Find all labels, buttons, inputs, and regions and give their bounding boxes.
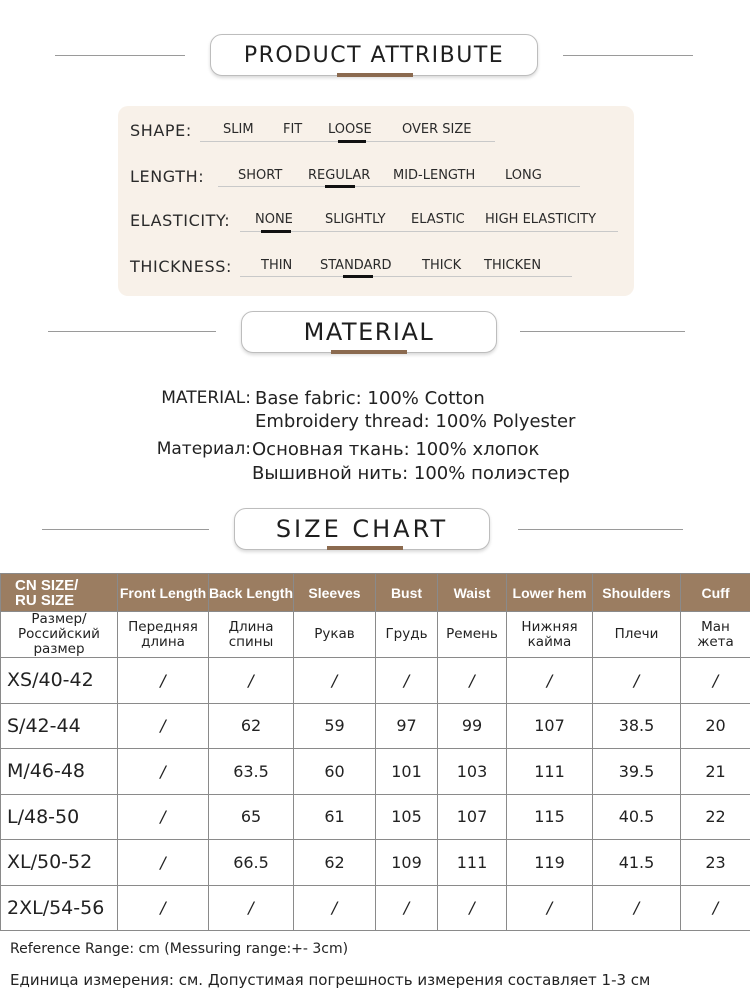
- table-row: [1, 885, 750, 931]
- divider-right: [518, 529, 683, 530]
- measurement-cell: /: [294, 885, 376, 931]
- measurement-cell: /: [118, 840, 209, 886]
- header-cell: Front Length: [118, 574, 209, 612]
- measurement-cell: 62: [294, 840, 376, 886]
- section-title-size-chart: [234, 508, 490, 550]
- attr-label-elasticity: ELASTICITY:: [130, 211, 231, 230]
- divider-left: [48, 331, 216, 332]
- measurement-cell: 62: [209, 703, 294, 749]
- size-label-cell: L/48-50: [1, 794, 118, 840]
- attr-label-length: LENGTH:: [130, 167, 205, 186]
- measurement-cell: 63.5: [209, 749, 294, 795]
- selected-indicator-thickness: [343, 275, 373, 278]
- measurement-cell: /: [507, 658, 593, 704]
- section-title-text: SIZE CHART: [275, 515, 449, 543]
- material-en-line2: Embroidery thread: 100% Polyester: [255, 411, 576, 432]
- material-en-line1: Base fabric: 100% Cotton: [255, 388, 485, 409]
- measurement-cell: 61: [294, 794, 376, 840]
- measurement-cell: 103: [438, 749, 507, 795]
- measurement-cell: 105: [376, 794, 438, 840]
- option-none: NONE: [255, 212, 293, 227]
- measurement-cell: /: [438, 658, 507, 704]
- attr-underline: [240, 276, 572, 277]
- option-slightly: SLIGHTLY: [325, 212, 386, 227]
- option-standard: STANDARD: [320, 258, 392, 273]
- selected-indicator-length: [325, 185, 355, 188]
- measurement-cell: 115: [507, 794, 593, 840]
- measurement-cell: /: [593, 885, 681, 931]
- header-cell: Back Length: [209, 574, 294, 612]
- measurement-cell: /: [376, 658, 438, 704]
- measurement-cell: 38.5: [593, 703, 681, 749]
- table-row: [1, 658, 750, 704]
- measurement-cell: /: [118, 794, 209, 840]
- option-fit: FIT: [283, 122, 303, 137]
- size-label-cell: S/42-44: [1, 703, 118, 749]
- measurement-cell: 39.5: [593, 749, 681, 795]
- header-cell: Waist: [438, 574, 507, 612]
- option-high-elasticity: HIGH ELASTICITY: [485, 212, 597, 227]
- size-label-cell: 2XL/54-56: [1, 885, 118, 931]
- title-accent-bar: [327, 546, 403, 550]
- option-loose: LOOSE: [328, 122, 372, 137]
- subheader-cell: Передняя длина: [118, 612, 209, 658]
- measurement-cell: 22: [681, 794, 750, 840]
- measurement-cell: 111: [438, 840, 507, 886]
- subheader-cell: Нижняя кайма: [507, 612, 593, 658]
- header-cell: Lower hem: [507, 574, 593, 612]
- measurement-cell: 107: [438, 794, 507, 840]
- size-label-cell: XL/50-52: [1, 840, 118, 886]
- section-title-product-attribute: [210, 34, 538, 76]
- measurement-cell: /: [209, 658, 294, 704]
- option-over-size: OVER SIZE: [402, 122, 472, 137]
- measurement-cell: /: [118, 885, 209, 931]
- subheader-cell: Длина спины: [209, 612, 294, 658]
- option-thicken: THICKEN: [484, 258, 542, 273]
- subheader-cell: Рукав: [294, 612, 376, 658]
- table-row: [1, 840, 750, 886]
- divider-left: [55, 55, 185, 56]
- table-row: [1, 794, 750, 840]
- measurement-cell: 107: [507, 703, 593, 749]
- subheader-cell: Грудь: [376, 612, 438, 658]
- option-mid-length: MID-LENGTH: [393, 168, 476, 183]
- divider-left: [42, 529, 209, 530]
- measurement-cell: /: [593, 658, 681, 704]
- size-chart-table: [0, 573, 750, 931]
- measurement-note-ru: Единица измерения: см. Допустимая погрешность измерения составляет 1-3 см: [10, 971, 651, 989]
- option-regular: REGULAR: [308, 168, 371, 183]
- section-title-material: [241, 311, 497, 353]
- size-label-cell: M/46-48: [1, 749, 118, 795]
- measurement-cell: 40.5: [593, 794, 681, 840]
- selected-indicator-elasticity: [261, 230, 291, 233]
- section-title-text: PRODUCT ATTRIBUTE: [243, 42, 505, 68]
- measurement-cell: /: [438, 885, 507, 931]
- table-row: [1, 749, 750, 795]
- attr-underline: [240, 231, 618, 232]
- measurement-cell: 41.5: [593, 840, 681, 886]
- measurement-cell: 111: [507, 749, 593, 795]
- option-thin: THIN: [261, 258, 293, 273]
- table-subheader-row: [1, 612, 750, 658]
- measurement-cell: 99: [438, 703, 507, 749]
- option-elastic: ELASTIC: [411, 212, 465, 227]
- measurement-cell: 20: [681, 703, 750, 749]
- subheader-cell: Размер/ Российский размер: [1, 612, 118, 658]
- measurement-cell: 66.5: [209, 840, 294, 886]
- table-row: [1, 703, 750, 749]
- header-cell: CN SIZE/ RU SIZE: [1, 574, 118, 612]
- material-ru-label: Материал:: [156, 439, 251, 459]
- measurement-cell: 119: [507, 840, 593, 886]
- attr-underline: [218, 186, 580, 187]
- divider-right: [520, 331, 685, 332]
- material-ru-line2: Вышивной нить: 100% полиэстер: [252, 463, 570, 484]
- attr-label-shape: SHAPE:: [130, 121, 192, 140]
- measurement-cell: 60: [294, 749, 376, 795]
- size-label-cell: XS/40-42: [1, 658, 118, 704]
- measurement-cell: /: [118, 703, 209, 749]
- table-header-row: [1, 574, 750, 612]
- measurement-cell: 21: [681, 749, 750, 795]
- measurement-cell: 23: [681, 840, 750, 886]
- title-accent-bar: [337, 73, 413, 77]
- measurement-cell: 59: [294, 703, 376, 749]
- option-long: LONG: [505, 168, 542, 183]
- measurement-cell: /: [376, 885, 438, 931]
- measurement-cell: 101: [376, 749, 438, 795]
- option-short: SHORT: [238, 168, 283, 183]
- measurement-cell: /: [209, 885, 294, 931]
- measurement-cell: 65: [209, 794, 294, 840]
- title-accent-bar: [331, 350, 407, 354]
- measurement-cell: 97: [376, 703, 438, 749]
- reference-range-note: Reference Range: cm (Messuring range:+- 3cm): [10, 941, 349, 957]
- material-en-label: MATERIAL:: [161, 388, 251, 408]
- measurement-cell: /: [118, 658, 209, 704]
- measurement-cell: /: [294, 658, 376, 704]
- measurement-cell: /: [681, 658, 750, 704]
- header-cell: Shoulders: [593, 574, 681, 612]
- measurement-cell: 109: [376, 840, 438, 886]
- selected-indicator-shape: [338, 140, 366, 143]
- option-thick: THICK: [422, 258, 462, 273]
- measurement-cell: /: [118, 749, 209, 795]
- header-cell: Sleeves: [294, 574, 376, 612]
- subheader-cell: Ман жета: [681, 612, 750, 658]
- divider-right: [563, 55, 693, 56]
- header-cell: Cuff: [681, 574, 750, 612]
- measurement-cell: /: [507, 885, 593, 931]
- subheader-cell: Ремень: [438, 612, 507, 658]
- section-title-text: MATERIAL: [303, 318, 435, 346]
- material-ru-line1: Основная ткань: 100% хлопок: [252, 439, 540, 460]
- option-slim: SLIM: [223, 122, 254, 137]
- attr-label-thickness: THICKNESS:: [130, 257, 232, 276]
- measurement-cell: /: [681, 885, 750, 931]
- subheader-cell: Плечи: [593, 612, 681, 658]
- header-cell: Bust: [376, 574, 438, 612]
